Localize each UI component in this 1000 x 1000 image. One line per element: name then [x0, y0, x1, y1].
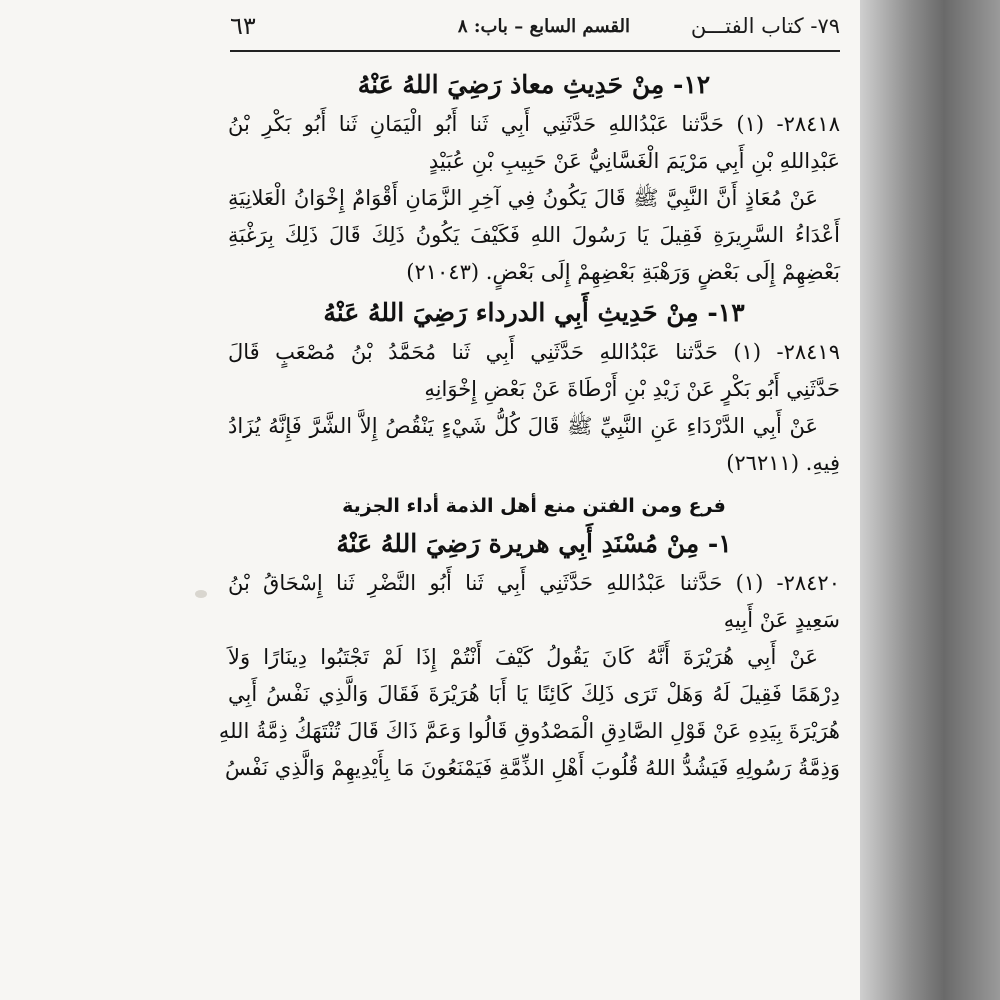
header-rule	[230, 50, 840, 52]
section-subheading: فرع ومن الفتن منع أهل الذمة أداء الجزية	[342, 495, 726, 517]
section-label: القسم السابع – باب: ٨	[457, 16, 630, 37]
text-line: ٢٨٤٢٠- (١) حَدَّثنا عَبْدُاللهِ حَدَّثَنِي أَبِي ثَنا أَبُو النَّضْرِ ثَنا إِسْحَاقُ بْنُ	[228, 571, 840, 595]
paper-stain	[195, 590, 207, 598]
text-line: أَعْدَاءُ السَّرِيرَةِ فَقِيلَ يَا رَسُولَ اللهِ فَكَيْفَ يَكُونُ ذَلِكَ قَالَ ذَلِكَ بِرَغْبَةِ	[228, 223, 840, 247]
text-line: عَنْ أَبِي الدَّرْدَاءِ عَنِ النَّبِيِّ ﷺ قَالَ كُلُّ شَيْءٍ يَنْقُصُ إِلاَّ الشَّرَّ فَإِنَّهُ يُزَادُ	[228, 414, 818, 438]
text-line: حَدَّثَنِي أَبُو بَكْرٍ عَنْ زَيْدِ بْنِ أَرْطَاةَ عَنْ بَعْضِ إِخْوَانِهِ	[424, 377, 840, 401]
text-line: عَنْ أَبِي هُرَيْرَةَ أَنَّهُ كَانَ يَقُولُ كَيْفَ أَنْتُمْ إِذَا لَمْ تَجْتَبُوا دِينَارًا وَلاَ	[228, 645, 818, 669]
text-line: دِرْهَمًا فَقِيلَ لَهُ وَهَلْ تَرَى ذَلِكَ كَائِنًا يَا أَبَا هُرَيْرَةَ فَقَالَ وَالَّذِي نَفْسُ أَبِي	[228, 682, 840, 706]
text-line: وَذِمَّةُ رَسُولِهِ فَيَشُدُّ اللهُ قُلُوبَ أَهْلِ الذِّمَّةِ فَيَمْنَعُونَ مَا بِأَيْدِيهِمْ وَالَّذِي نَفْسُ	[224, 756, 840, 780]
running-header	[200, 8, 840, 48]
text-line: ٢٨٤١٩- (١) حَدَّثنا عَبْدُاللهِ حَدَّثَنِي أَبِي ثَنا مُحَمَّدُ بْنُ مُصْعَبٍ قَالَ	[228, 340, 840, 364]
book-title: ٧٩- كتاب الفتـــن	[690, 14, 840, 38]
hadith-chapter-heading: ١- مِنْ مُسْنَدِ أَبِي هريرة رَضِيَ اللهُ عَنْهُ	[336, 529, 732, 558]
page-body	[218, 66, 840, 794]
book-spine-shadow	[860, 0, 1000, 1000]
page-number: ٦٣	[230, 12, 256, 40]
text-line: فِيهِ. (٢٦٢١١)	[726, 451, 840, 475]
hadith-chapter-heading: ١٢- مِنْ حَدِيثِ معاذ رَضِيَ اللهُ عَنْهُ	[357, 70, 711, 99]
text-line: هُرَيْرَةَ بِيَدِهِ عَنْ قَوْلِ الصَّادِقِ الْمَصْدُوقِ قَالُوا وَعَمَّ ذَاكَ قَالَ تُنْتَهَكُ ذِمَّةُ اللهِ	[218, 719, 840, 743]
text-line: عَبْدِاللهِ بْنِ أَبِي مَرْيَمَ الْغَسَّانِيُّ عَنْ حَبِيبِ بْنِ عُبَيْدٍ	[428, 149, 840, 173]
text-line: سَعِيدٍ عَنْ أَبِيهِ	[723, 608, 840, 632]
hadith-chapter-heading: ١٣- مِنْ حَدِيثِ أَبِي الدرداء رَضِيَ اللهُ عَنْهُ	[323, 298, 745, 327]
text-line: عَنْ مُعَاذٍ أَنَّ النَّبِيَّ ﷺ قَالَ يَكُونُ فِي آخِرِ الزَّمَانِ أَقْوَامٌ إِخْوَانُ الْعَلانِيَةِ	[228, 186, 818, 210]
text-line: بَعْضِهِمْ إِلَى بَعْضٍ وَرَهْبَةِ بَعْضِهِمْ إِلَى بَعْضٍ. (٢١٠٤٣)	[406, 260, 840, 284]
text-line: ٢٨٤١٨- (١) حَدَّثنا عَبْدُاللهِ حَدَّثَنِي أَبِي ثَنا أَبُو الْيَمَانِ ثَنا أَبُو بَكْرِ بْنُ	[228, 112, 840, 136]
